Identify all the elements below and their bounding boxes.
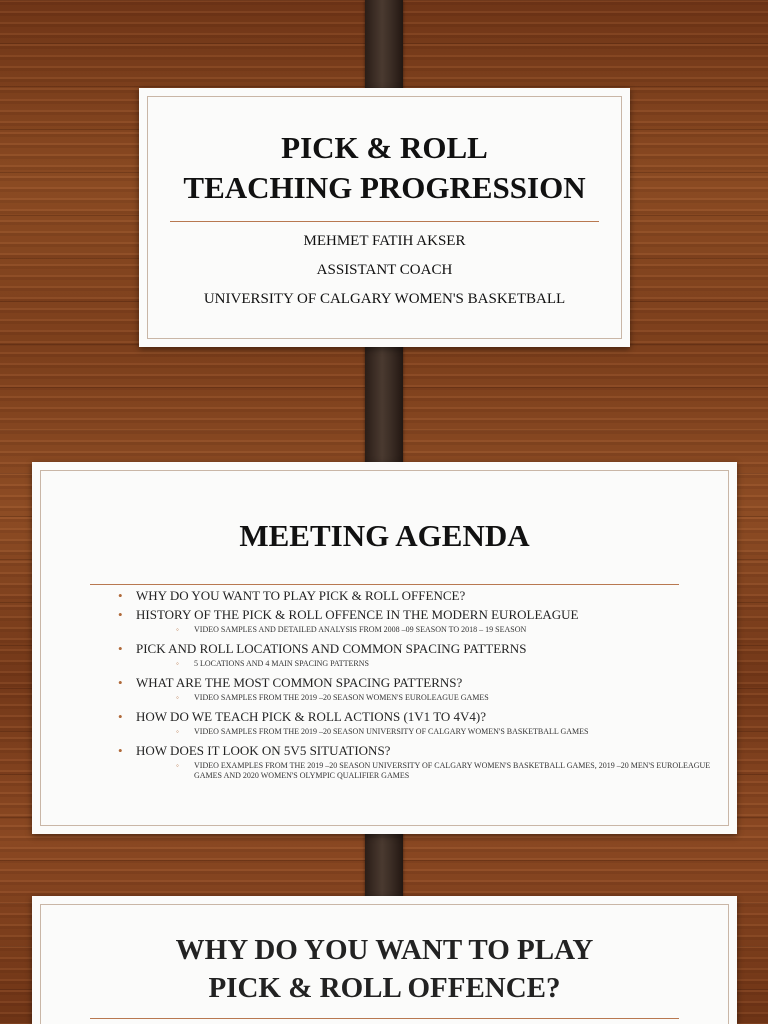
sub-bullet-icon: ◦ <box>176 727 179 736</box>
bullet-icon: • <box>118 607 123 622</box>
agenda-item <box>118 587 718 604</box>
question-divider <box>90 1018 679 1019</box>
title-slide <box>139 88 630 347</box>
agenda-subitem <box>176 625 718 635</box>
sub-bullet-icon: ◦ <box>176 693 179 702</box>
bullet-icon: • <box>118 641 123 656</box>
agenda-subitem <box>176 727 718 737</box>
hanging-strap-middle <box>365 330 403 480</box>
author-role: ASSISTANT COACH <box>316 262 453 278</box>
agenda-subitem-text: VIDEO EXAMPLES FROM THE 2019 –20 SEASON UNIVERSITY OF CALGARY WOMEN'S BASKETBALL GAMES, 2019 –20 MEN'S EUROLEAGUE GAMES AND 2020 WOMEN'S OLYMPIC QUALIFIER GAMES <box>194 761 711 780</box>
agenda-subitem <box>176 659 718 669</box>
agenda-title: MEETING AGENDA <box>239 518 530 553</box>
question-title-line-2: PICK & ROLL OFFENCE? <box>208 972 561 1004</box>
sub-bullet-icon: ◦ <box>176 659 179 668</box>
bullet-icon: • <box>118 588 123 603</box>
agenda-slide <box>32 462 737 834</box>
title-line-2: TEACHING PROGRESSION <box>183 170 586 205</box>
question-title-line-1: WHY DO YOU WANT TO PLAY <box>175 934 594 966</box>
author-name: MEHMET FATIH AKSER <box>303 233 466 249</box>
agenda-item-text: WHAT ARE THE MOST COMMON SPACING PATTERNS? <box>136 675 463 690</box>
agenda-item-text: HISTORY OF THE PICK & ROLL OFFENCE IN THE MODERN EUROLEAGUE <box>136 607 579 622</box>
title-divider <box>170 221 599 222</box>
agenda-item-text: PICK AND ROLL LOCATIONS AND COMMON SPACING PATTERNS <box>136 641 527 656</box>
agenda-item <box>118 674 718 691</box>
agenda-divider <box>90 584 679 585</box>
sub-bullet-icon: ◦ <box>176 761 179 770</box>
agenda-subitem-text: 5 LOCATIONS AND 4 MAIN SPACING PATTERNS <box>194 659 369 668</box>
agenda-subitem <box>176 761 718 781</box>
bullet-icon: • <box>118 709 123 724</box>
agenda-item <box>118 742 718 759</box>
sub-bullet-icon: ◦ <box>176 625 179 634</box>
agenda-item <box>118 708 718 725</box>
agenda-subitem-text: VIDEO SAMPLES FROM THE 2019 –20 SEASON WOMEN'S EUROLEAGUE GAMES <box>194 693 489 702</box>
bullet-icon: • <box>118 675 123 690</box>
agenda-item <box>118 640 718 657</box>
agenda-subitem-text: VIDEO SAMPLES FROM THE 2019 –20 SEASON UNIVERSITY OF CALGARY WOMEN'S BASKETBALL GAMES <box>194 727 589 736</box>
agenda-item-text: HOW DOES IT LOOK ON 5V5 SITUATIONS? <box>136 743 391 758</box>
agenda-item-text: HOW DO WE TEACH PICK & ROLL ACTIONS (1V1 TO 4V4)? <box>136 709 487 724</box>
question-slide <box>32 896 737 1024</box>
title-line-1: PICK & ROLL <box>281 130 488 165</box>
agenda-subitem-text: VIDEO SAMPLES AND DETAILED ANALYSIS FROM 2008 –09 SEASON TO 2018 – 19 SEASON <box>194 625 527 634</box>
bullet-icon: • <box>118 743 123 758</box>
agenda-list <box>118 587 718 786</box>
agenda-item <box>118 606 718 623</box>
author-organization: UNIVERSITY OF CALGARY WOMEN'S BASKETBALL <box>203 291 566 307</box>
agenda-subitem <box>176 693 718 703</box>
agenda-item-text: WHY DO YOU WANT TO PLAY PICK & ROLL OFFENCE? <box>136 588 466 603</box>
